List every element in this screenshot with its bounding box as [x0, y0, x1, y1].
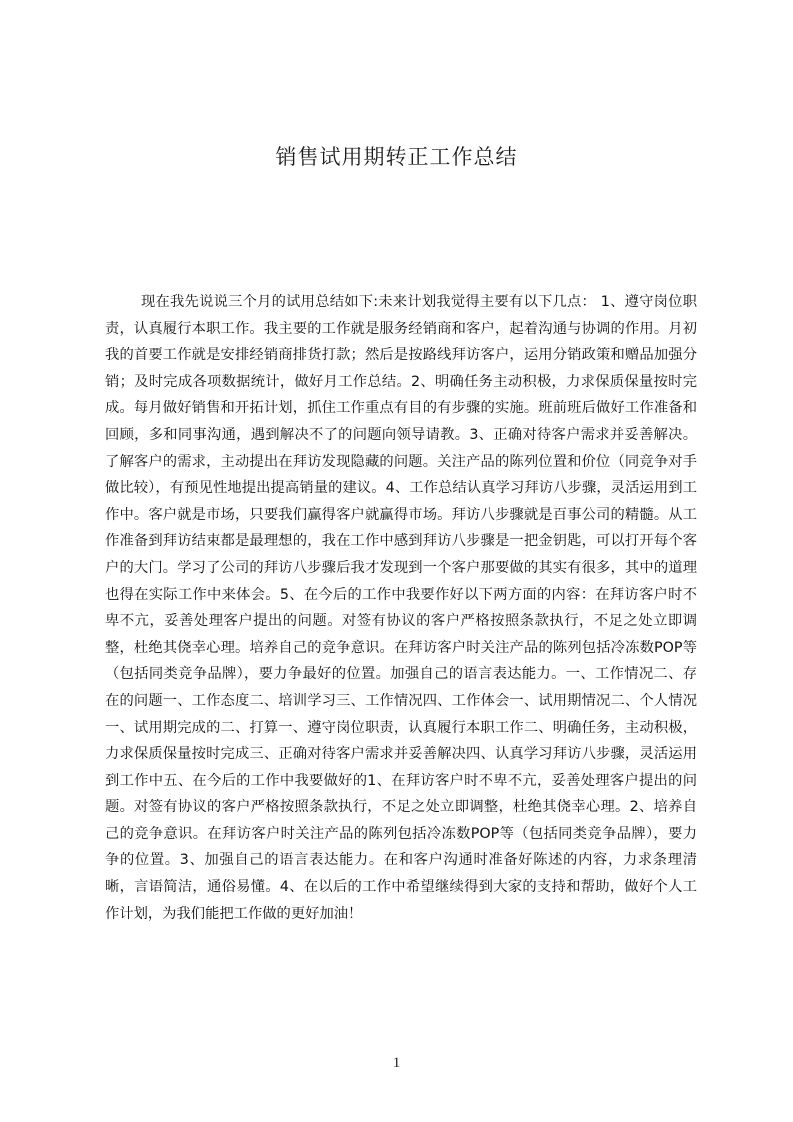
body-paragraph: 现在我先说说三个月的试用总结如下:未来计划我觉得主要有以下几点： 1、遵守岗位职责，认真履行本职工作。我主要的工作就是服务经销商和客户，起着沟通与协调的作用。月初我的首要工作就是安排经销商排货打款；然后是按路线拜访客户，运用分销政策和赠品加强分销；及时完成各项数据统计，做好月工作总结。2、明确任务主动积极，力求保质保量按时完成。每月做好销售和开拓计划，抓住工作重点有目的有步骤的实施。班前班后做好工作准备和回顾，多和同事沟通，遇到解决不了的问题向领导请教。3、正确对待客户需求并妥善解决。了解客户的需求，主动提出在拜访发现隐藏的问题。关注产品的陈列位置和价位（同竞争对手做比较），有预见性地提出提高销量的建议。4、工作总结认真学习拜访八步骤，灵活运用到工作中。客户就是市场，只要我们赢得客户就赢得市场。拜访八步骤就是百事公司的精髓。从工作准备到拜访结束都是最理想的，我在工作中感到拜访八步骤是一把金钥匙，可以打开每个客户的大门。学习了公司的拜访八步骤后我才发现到一个客户那要做的其实有很多，其中的道理也得在实际工作中来体会。5、在今后的工作中我要作好以下两方面的内容：在拜访客户时不卑不亢，妥善处理客户提出的问题。对签有协议的客户严格按照条款执行，不足之处立即调整，杜绝其侥幸心理。培养自己的竞争意识。在拜访客户时关注产品的陈列包括冷冻数POP等（包括同类竞争品牌），要力争最好的位置。加强自己的语言表达能力。一、工作情况二、存在的问题一、工作态度二、培训学习三、工作情况四、工作体会一、试用期情况二、个人情况一、试用期完成的二、打算一、遵守岗位职责，认真履行本职工作二、明确任务，主动积极，力求保质保量按时完成三、正确对待客户需求并妥善解决四、认真学习拜访八步骤，灵活运用到工作中五、在今后的工作中我要做好的1、在拜访客户时不卑不亢，妥善处理客户提出的问题。对签有协议的客户严格按照条款执行，不足之处立即调整，杜绝其侥幸心理。2、培养自己的竞争意识。在拜访客户时关注产品的陈列包括冷冻数POP等（包括同类竞争品牌），要力争的位置。3、加强自己的语言表达能力。在和客户沟通时准备好陈述的内容，力求条理清晰，言语简洁，通俗易懂。4、在以后的工作中希望继续得到大家的支持和帮助，做好个人工作计划，为我们能把工作做的更好加油！	[105, 294, 697, 922]
document-title: 销售试用期转正工作总结	[275, 145, 518, 169]
page-number: 1	[392, 1055, 401, 1071]
